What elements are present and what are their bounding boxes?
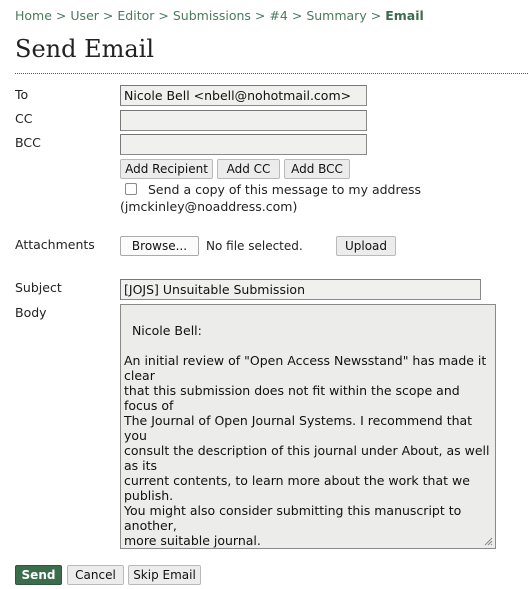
breadcrumb-submissions[interactable]: Submissions: [172, 8, 251, 23]
to-label: To: [15, 87, 29, 102]
cancel-button[interactable]: Cancel: [67, 565, 124, 585]
breadcrumb-separator: >: [291, 8, 303, 23]
breadcrumb-separator: >: [370, 8, 382, 23]
body-textarea[interactable]: [120, 304, 496, 549]
breadcrumb-editor[interactable]: Editor: [117, 8, 155, 23]
upload-button[interactable]: Upload: [336, 236, 396, 256]
page-title: Send Email: [15, 35, 155, 63]
to-field[interactable]: Nicole Bell <nbell@nohotmail.com>: [120, 85, 367, 106]
cc-label: CC: [15, 111, 33, 126]
bcc-field[interactable]: [120, 134, 367, 155]
breadcrumb: [15, 8, 424, 23]
bcc-label: BCC: [15, 135, 41, 150]
cc-field[interactable]: [120, 110, 367, 131]
breadcrumb-current: Email: [385, 8, 424, 23]
file-status-text: No file selected.: [206, 239, 303, 253]
send-button[interactable]: Send: [15, 565, 62, 585]
attachments-label: Attachments: [15, 237, 95, 252]
body-text: Nicole Bell: An initial review of "Open Access Newsstand" has made it clear that this submission does not fit within the scope and focus of The Journal of Open Journal Systems. I recommend that you consult the description of this journal under About, as well as its current contents, to learn more about the work that we publish. You might also consider submitting this manuscript to another, more suitable journal.: [124, 323, 490, 548]
breadcrumb-separator: >: [55, 8, 67, 23]
send-copy-checkbox[interactable]: [125, 183, 137, 195]
breadcrumb-home[interactable]: Home: [15, 8, 52, 23]
send-copy-label: Send a copy of this message to my address: [148, 182, 422, 197]
breadcrumb-separator: >: [254, 8, 266, 23]
breadcrumb-separator: >: [102, 8, 114, 23]
breadcrumb-user[interactable]: User: [70, 8, 99, 23]
add-cc-button[interactable]: Add CC: [217, 159, 280, 179]
breadcrumb-submission-number[interactable]: #4: [269, 8, 288, 23]
add-recipient-button[interactable]: Add Recipient: [120, 159, 213, 179]
add-bcc-button[interactable]: Add BCC: [284, 159, 350, 179]
body-label: Body: [15, 305, 47, 320]
subject-field[interactable]: [JOJS] Unsuitable Submission: [120, 279, 481, 300]
skip-email-button[interactable]: Skip Email: [128, 565, 201, 585]
title-divider: [15, 73, 528, 74]
copy-address-text: (jmckinley@noaddress.com): [120, 199, 298, 214]
subject-label: Subject: [15, 280, 62, 295]
browse-button[interactable]: Browse...: [120, 236, 199, 256]
breadcrumb-separator: >: [158, 8, 169, 23]
resize-grip-icon[interactable]: [483, 536, 493, 546]
breadcrumb-summary[interactable]: Summary: [306, 8, 367, 23]
